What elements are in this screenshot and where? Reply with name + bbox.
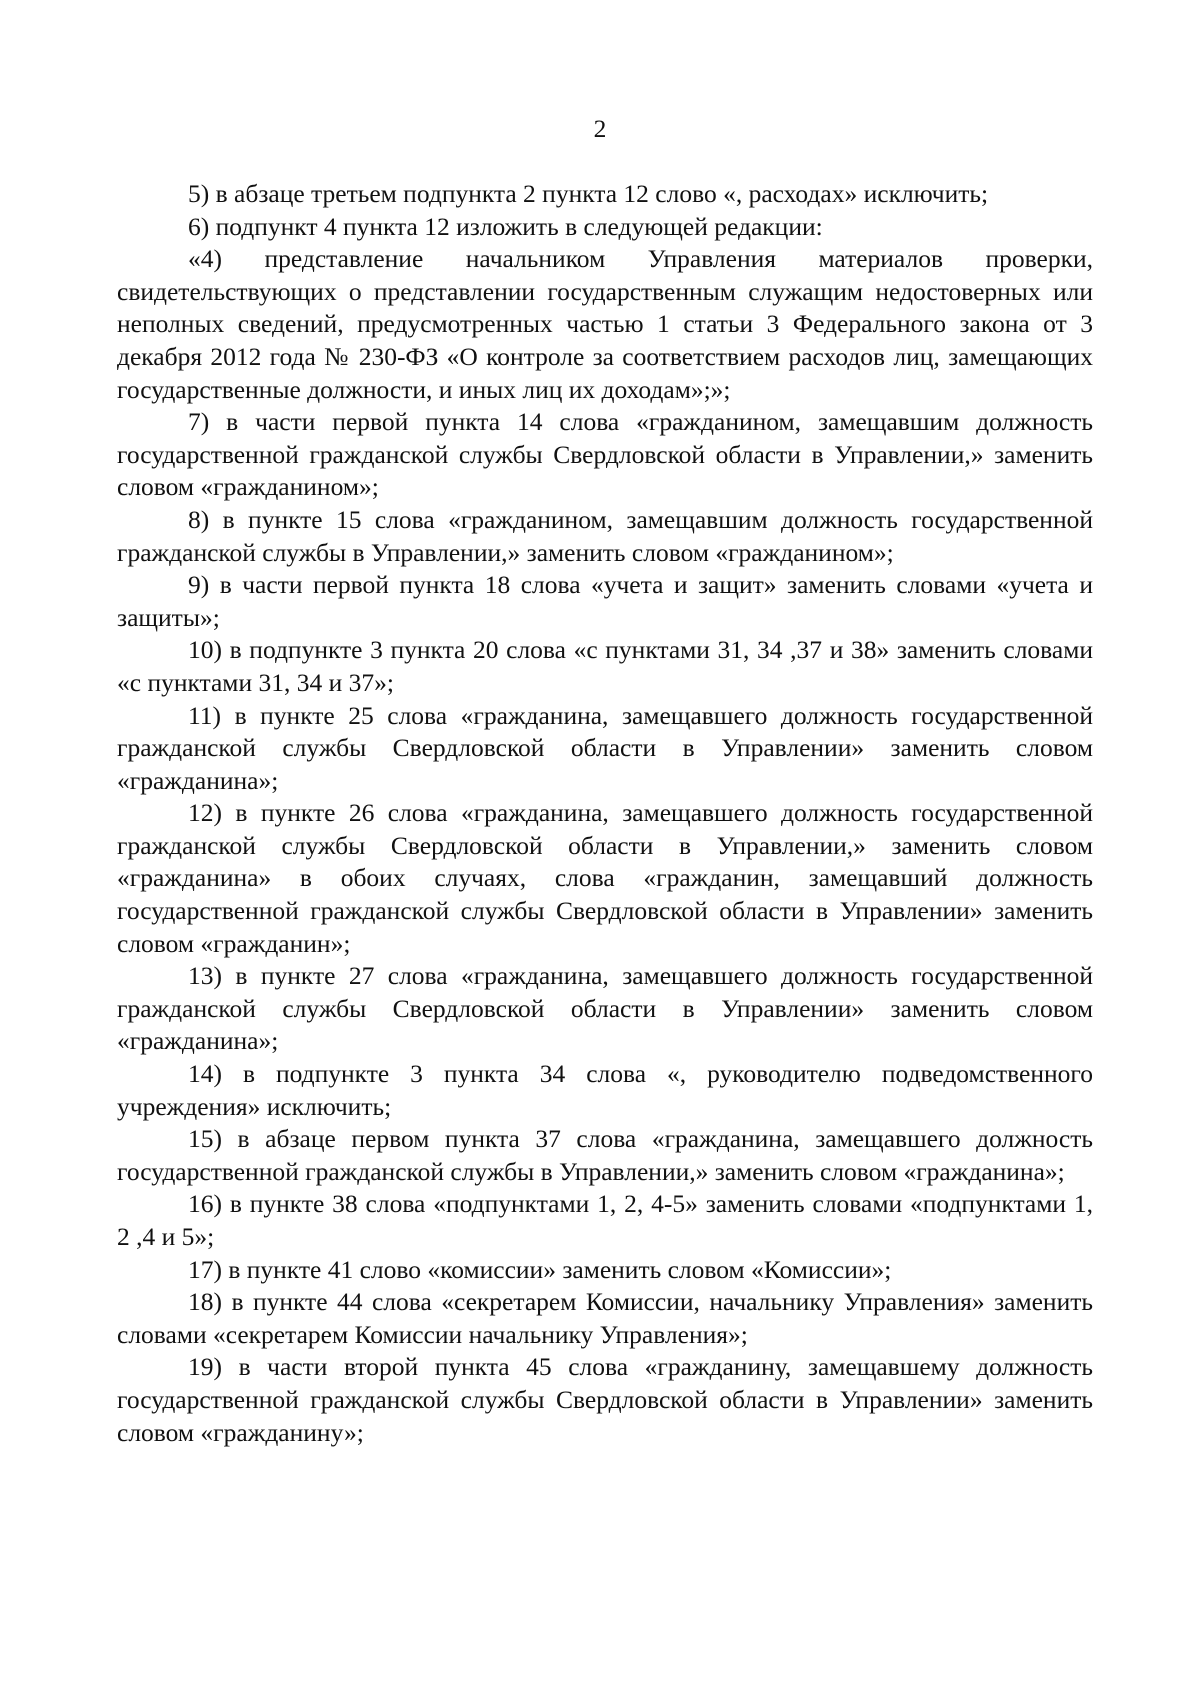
paragraph-item-15: 15) в абзаце первом пункта 37 слова «гражданина, замещавшего должность государственной гражданской службы в Управлении,» заменить словом «гражданина»; bbox=[117, 1124, 1093, 1186]
paragraph-item-6: 6) подпункт 4 пункта 12 изложить в следующей редакции: bbox=[188, 211, 823, 241]
paragraph-item-5: 5) в абзаце третьем подпункта 2 пункта 12 слово «, расходах» исключить; bbox=[188, 179, 989, 208]
paragraph-item-9: 9) в части первой пункта 18 слова «учета и защит» заменить словами «учета и защиты»; bbox=[117, 570, 1093, 632]
paragraph-quoted-subitem-4: «4) представление начальником Управления материалов проверки, свидетельствующих о представлении государственным служащим недостоверных или неполных сведений, предусмотренных частью 1 статьи 3 Федерального закона от 3 декабря 2012 года № 230-ФЗ «О контроле за соответствием расходов лиц, замещающих государственные должности, и иных лиц их доходам»;»; bbox=[117, 244, 1093, 404]
paragraph-item-12: 12) в пункте 26 слова «гражданина, замещавшего должность государственной гражданской службы Свердловской области в Управлении,» заменить словом «гражданина» в обоих случаях, слова «гражданин, замещавший должность государственной гражданской службы Свердловской области в Управлении» заменить словом «гражданин»; bbox=[117, 798, 1093, 958]
paragraph-item-11: 11) в пункте 25 слова «гражданина, замещавшего должность государственной гражданской службы Свердловской области в Управлении» заменить словом «гражданина»; bbox=[117, 700, 1093, 795]
paragraph-item-17: 17) в пункте 41 слово «комиссии» заменить словом «Комиссии»; bbox=[188, 1254, 892, 1284]
paragraph-item-7: 7) в части первой пункта 14 слова «гражданином, замещавшим должность государственной гражданской службы Свердловской области в Управлении,» заменить словом «гражданином»; bbox=[117, 407, 1093, 502]
paragraph-item-13: 13) в пункте 27 слова «гражданина, замещавшего должность государственной гражданской службы Свердловской области в Управлении» заменить словом «гражданина»; bbox=[117, 961, 1093, 1056]
paragraph-item-18: 18) в пункте 44 слова «секретарем Комиссии, начальнику Управления» заменить словами «секретарем Комиссии начальнику Управления»; bbox=[117, 1287, 1093, 1349]
page-number: 2 bbox=[593, 114, 607, 143]
paragraph-item-19: 19) в части второй пункта 45 слова «гражданину, замещавшему должность государственной гражданской службы Свердловской области в Управлении» заменить словом «гражданину»; bbox=[117, 1352, 1093, 1447]
paragraph-item-14: 14) в подпункте 3 пункта 34 слова «, руководителю подведомственного учреждения» исключить; bbox=[117, 1059, 1093, 1121]
paragraph-item-8: 8) в пункте 15 слова «гражданином, замещавшим должность государственной гражданской службы в Управлении,» заменить словом «гражданином»; bbox=[117, 504, 1093, 567]
paragraph-item-16: 16) в пункте 38 слова «подпунктами 1, 2, 4-5» заменить словами «подпунктами 1, 2 ,4 и 5»; bbox=[117, 1189, 1093, 1251]
document-body bbox=[117, 178, 1093, 1449]
paragraph-item-10: 10) в подпункте 3 пункта 20 слова «с пунктами 31, 34 ,37 и 38» заменить словами «с пунктами 31, 34 и 37»; bbox=[117, 635, 1093, 697]
